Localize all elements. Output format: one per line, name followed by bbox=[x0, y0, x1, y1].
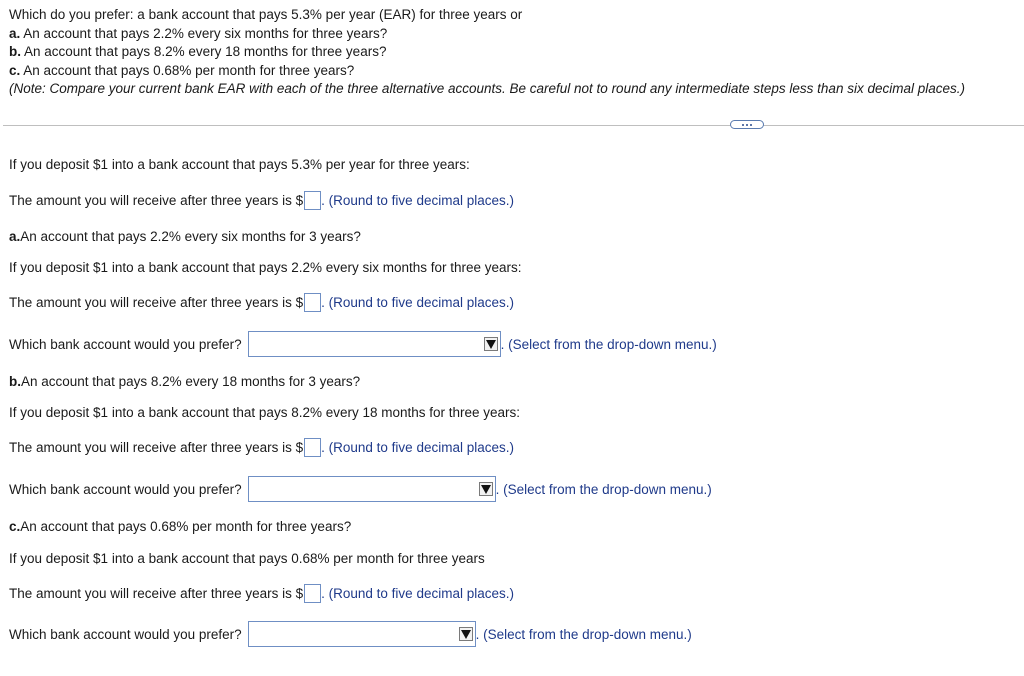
option-text: An account that pays 8.2% every 18 months for three years? bbox=[21, 44, 387, 60]
part-b-amount-input[interactable] bbox=[304, 438, 321, 457]
part-a-heading bbox=[9, 229, 361, 244]
chevron-down-icon[interactable] bbox=[484, 337, 498, 351]
amount-prefix: The amount you will receive after three years is $ bbox=[9, 440, 304, 455]
part-a-prefer-row bbox=[9, 331, 717, 357]
more-dots-icon bbox=[742, 124, 752, 126]
expand-more-button[interactable] bbox=[730, 120, 764, 129]
part-c-deposit-text: If you deposit $1 into a bank account that pays 0.68% per month for three years bbox=[9, 551, 485, 566]
part-a-deposit-text: If you deposit $1 into a bank account that pays 2.2% every six months for three years: bbox=[9, 260, 522, 275]
part-a-prefer-select[interactable] bbox=[248, 331, 501, 357]
part-b-prefer-select[interactable] bbox=[248, 476, 496, 502]
part-heading-text: An account that pays 8.2% every 18 months for 3 years? bbox=[21, 374, 361, 389]
part-c-amount-row bbox=[9, 584, 514, 603]
question-intro: Which do you prefer: a bank account that pays 5.3% per year (EAR) for three years or bbox=[9, 7, 523, 22]
part-b-prefer-row bbox=[9, 476, 712, 502]
part-heading-text: An account that pays 0.68% per month for three years? bbox=[20, 519, 352, 534]
part-b-heading bbox=[9, 374, 360, 389]
chevron-down-icon[interactable] bbox=[459, 627, 473, 641]
round-hint: . (Round to five decimal places.) bbox=[321, 586, 514, 601]
question-block bbox=[9, 6, 965, 99]
option-text: An account that pays 0.68% per month for three years? bbox=[20, 62, 355, 78]
part-c-heading bbox=[9, 519, 351, 534]
part-a-amount-row bbox=[9, 293, 514, 312]
base-deposit-text: If you deposit $1 into a bank account that pays 5.3% per year for three years: bbox=[9, 157, 470, 172]
amount-prefix: The amount you will receive after three years is $ bbox=[9, 586, 304, 601]
part-b-deposit-text: If you deposit $1 into a bank account that pays 8.2% every 18 months for three years: bbox=[9, 405, 521, 420]
option-letter: b. bbox=[9, 44, 21, 60]
part-letter: c. bbox=[9, 519, 21, 534]
amount-prefix: The amount you will receive after three years is $ bbox=[9, 193, 304, 208]
select-hint: . (Select from the drop-down menu.) bbox=[475, 626, 692, 642]
part-b-amount-row bbox=[9, 438, 514, 457]
part-c-prefer-row bbox=[9, 621, 692, 647]
round-hint: . (Round to five decimal places.) bbox=[321, 193, 514, 208]
prefer-label: Which bank account would you prefer? bbox=[9, 336, 242, 352]
base-amount-row bbox=[9, 191, 514, 210]
part-heading-text: An account that pays 2.2% every six months for 3 years? bbox=[20, 229, 361, 244]
question-option-c bbox=[9, 62, 965, 81]
round-hint: . (Round to five decimal places.) bbox=[321, 440, 514, 455]
part-c-amount-input[interactable] bbox=[304, 584, 321, 603]
select-hint: . (Select from the drop-down menu.) bbox=[495, 481, 712, 497]
prefer-label: Which bank account would you prefer? bbox=[9, 481, 242, 497]
part-c-prefer-select[interactable] bbox=[248, 621, 476, 647]
option-text: An account that pays 2.2% every six months for three years? bbox=[20, 25, 388, 41]
chevron-down-icon[interactable] bbox=[479, 482, 493, 496]
part-letter: b. bbox=[9, 374, 21, 389]
question-note: (Note: Compare your current bank EAR with each of the three alternative accounts. Be careful not to round any intermediate steps less than six decimal places.) bbox=[9, 81, 965, 97]
prefer-label: Which bank account would you prefer? bbox=[9, 626, 242, 642]
round-hint: . (Round to five decimal places.) bbox=[321, 295, 514, 310]
option-letter: a. bbox=[9, 25, 21, 41]
part-a-amount-input[interactable] bbox=[304, 293, 321, 312]
question-option-a bbox=[9, 25, 965, 44]
option-letter: c. bbox=[9, 62, 21, 78]
part-letter: a. bbox=[9, 229, 21, 244]
question-option-b bbox=[9, 43, 965, 62]
amount-prefix: The amount you will receive after three years is $ bbox=[9, 295, 304, 310]
base-amount-input[interactable] bbox=[304, 191, 321, 210]
section-divider bbox=[3, 125, 1024, 126]
select-hint: . (Select from the drop-down menu.) bbox=[500, 336, 717, 352]
